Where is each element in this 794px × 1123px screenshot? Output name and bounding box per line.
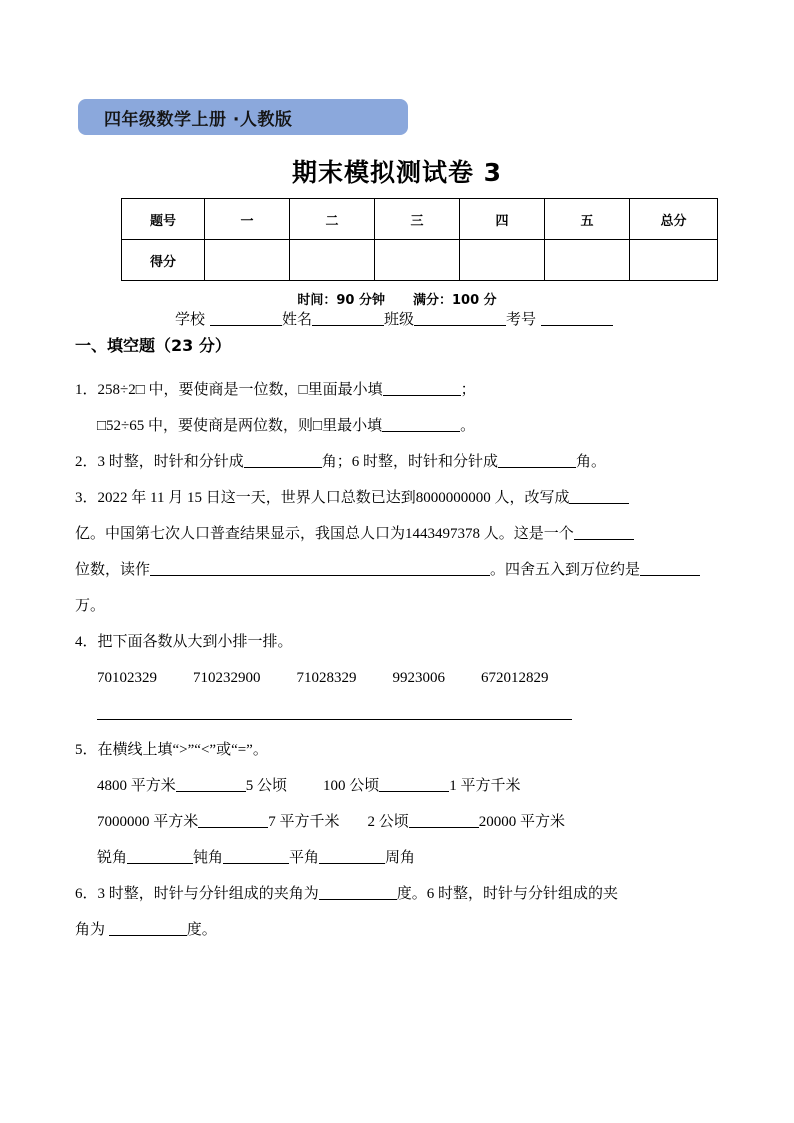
question-1 — [75, 372, 745, 444]
school-input[interactable] — [210, 310, 282, 326]
question-5-cmp-1-blank[interactable] — [176, 776, 246, 792]
row-label-score: 得分 — [122, 240, 205, 281]
question-1-text-c: □52÷65 中，要使商是两位数，则□里最小填 — [97, 418, 383, 434]
question-5-row-1 — [75, 768, 745, 804]
question-2-line-1 — [75, 444, 745, 480]
column-header-2: 二 — [290, 199, 375, 240]
question-5-cmp-1-left: 4800 平方米 — [97, 778, 176, 794]
question-6-number: 6． — [75, 886, 98, 902]
question-5 — [75, 732, 745, 876]
question-2-blank-2[interactable] — [498, 452, 576, 468]
question-6-line-1 — [75, 876, 745, 912]
question-4-line-1 — [75, 624, 745, 660]
question-3-line-4 — [75, 588, 745, 624]
question-4-number-5: 672012829 — [481, 670, 549, 686]
score-cell-total[interactable] — [630, 240, 718, 281]
exam-no-label: 考号 — [506, 312, 537, 328]
exam-no-input[interactable] — [541, 310, 613, 326]
question-5-cmp-2-left: 100 公顷 — [323, 778, 380, 794]
score-table — [121, 198, 718, 281]
question-3-blank-4[interactable] — [640, 560, 700, 576]
question-3-blank-1[interactable] — [569, 488, 629, 504]
question-2-text-c: 角。 — [576, 454, 607, 470]
question-4-number-1: 70102329 — [97, 670, 157, 686]
question-4-number: 4． — [75, 634, 98, 650]
question-5-row-3 — [75, 840, 745, 876]
question-6-text-c: 度。 — [186, 922, 217, 938]
question-3-blank-3[interactable] — [150, 560, 490, 576]
column-header-5: 五 — [545, 199, 630, 240]
time-label: 时间： — [297, 293, 337, 308]
question-1-blank-2[interactable] — [382, 416, 460, 432]
score-cell-3[interactable] — [375, 240, 460, 281]
question-1-number: 1． — [75, 382, 98, 398]
question-1-line-2 — [75, 408, 745, 444]
question-5-cmp-4-left: 2 公顷 — [367, 814, 409, 830]
question-5-line-1 — [75, 732, 745, 768]
class-input[interactable] — [414, 310, 506, 326]
question-3-text-a: 2022 年 11 月 15 日这一天，世界人口总数已达到8000000000 人，改写成 — [97, 490, 570, 506]
exam-time-score-line — [0, 289, 794, 308]
question-4-numbers — [75, 660, 745, 696]
question-5-cmp-3-right: 7 平方千米 — [268, 814, 340, 830]
student-info-line — [175, 308, 613, 329]
school-label: 学校 — [175, 312, 206, 328]
question-2-text-b: 角；6 时整，时针和分针成 — [321, 454, 499, 470]
section-heading-fill-in-blanks: 一、填空题（23 分） — [75, 336, 231, 355]
question-5-angle-1: 锐角 — [97, 850, 128, 866]
question-4-answer-line — [75, 696, 745, 732]
question-2-number: 2． — [75, 454, 98, 470]
question-3-line-2 — [75, 516, 745, 552]
question-6-line-2 — [75, 912, 745, 948]
grade-subject-badge — [78, 99, 408, 135]
score-cell-5[interactable] — [545, 240, 630, 281]
question-5-cmp-3-left: 7000000 平方米 — [97, 814, 199, 830]
question-6-text-b2: 角为 — [75, 922, 106, 938]
question-4-number-2: 710232900 — [193, 670, 261, 686]
question-2-text-a: 3 时整，时针和分针成 — [97, 454, 244, 470]
question-4-answer-blank[interactable] — [97, 704, 572, 720]
question-3-number: 3． — [75, 490, 98, 506]
question-5-number: 5． — [75, 742, 98, 758]
question-5-cmp-1-right: 5 公顷 — [245, 778, 288, 794]
time-value: 90 分钟 — [336, 293, 385, 308]
score-cell-1[interactable] — [205, 240, 290, 281]
question-6-text-a: 3 时整，时针与分针组成的夹角为 — [97, 886, 319, 902]
score-cell-2[interactable] — [290, 240, 375, 281]
question-5-angle-2: 钝角 — [193, 850, 224, 866]
question-5-angle-blank-1[interactable] — [127, 848, 193, 864]
column-header-total: 总分 — [630, 199, 718, 240]
row-label-question-no: 题号 — [122, 199, 205, 240]
question-5-cmp-2-right: 1 平方千米 — [449, 778, 521, 794]
table-row-scores — [122, 240, 718, 281]
question-3-text-b: 亿。中国第七次人口普查结果显示，我国总人口为1443497378 人。这是一个 — [75, 526, 574, 542]
question-3-text-e: 万。 — [75, 598, 106, 614]
question-5-cmp-3-blank[interactable] — [198, 812, 268, 828]
question-4-prompt: 把下面各数从大到小排一排。 — [97, 634, 293, 650]
class-label: 班级 — [384, 312, 415, 328]
question-1-text-b: ； — [460, 382, 476, 398]
page-title: 期末模拟测试卷 3 — [291, 158, 503, 187]
question-5-cmp-4-blank[interactable] — [409, 812, 479, 828]
column-header-3: 三 — [375, 199, 460, 240]
question-5-angle-blank-2[interactable] — [223, 848, 289, 864]
question-3-line-1 — [75, 480, 745, 516]
question-3-text-d: 。四舍五入到万位约是 — [490, 562, 641, 578]
question-1-blank-1[interactable] — [383, 380, 461, 396]
question-4 — [75, 624, 745, 732]
question-6 — [75, 876, 745, 948]
full-score-value: 100 分 — [451, 293, 497, 308]
question-3 — [75, 480, 745, 624]
full-score-label: 满分： — [412, 293, 452, 308]
question-5-cmp-2-blank[interactable] — [379, 776, 449, 792]
question-list — [75, 372, 745, 948]
score-cell-4[interactable] — [460, 240, 545, 281]
name-label: 姓名 — [282, 312, 313, 328]
question-6-blank-1[interactable] — [319, 884, 397, 900]
question-5-angle-3: 平角 — [289, 850, 320, 866]
column-header-1: 一 — [205, 199, 290, 240]
question-5-prompt: 在横线上填“>”“<”或“=”。 — [97, 742, 268, 758]
grade-subject-label: 四年级数学上册 ·人教版 — [104, 109, 293, 130]
question-6-text-b: 度。6 时整，时针与分针组成的夹 — [396, 886, 619, 902]
question-6-blank-2[interactable] — [109, 920, 187, 936]
question-3-line-3 — [75, 552, 745, 588]
question-5-angle-4: 周角 — [385, 850, 416, 866]
table-row-question-numbers — [122, 199, 718, 240]
question-4-number-4: 9923006 — [392, 670, 445, 686]
question-5-angle-blank-3[interactable] — [319, 848, 385, 864]
question-5-row-2 — [75, 804, 745, 840]
question-4-number-3: 71028329 — [296, 670, 357, 686]
question-1-line-1 — [75, 372, 745, 408]
question-1-text-d: 。 — [460, 418, 476, 434]
question-2 — [75, 444, 745, 480]
question-3-blank-2[interactable] — [574, 524, 634, 540]
question-1-text-a: 258÷2□ 中，要使商是一位数，□里面最小填 — [97, 382, 383, 398]
question-5-cmp-4-right: 20000 平方米 — [478, 814, 566, 830]
question-3-text-c: 位数，读作 — [75, 562, 151, 578]
question-2-blank-1[interactable] — [244, 452, 322, 468]
column-header-4: 四 — [460, 199, 545, 240]
name-input[interactable] — [312, 310, 384, 326]
